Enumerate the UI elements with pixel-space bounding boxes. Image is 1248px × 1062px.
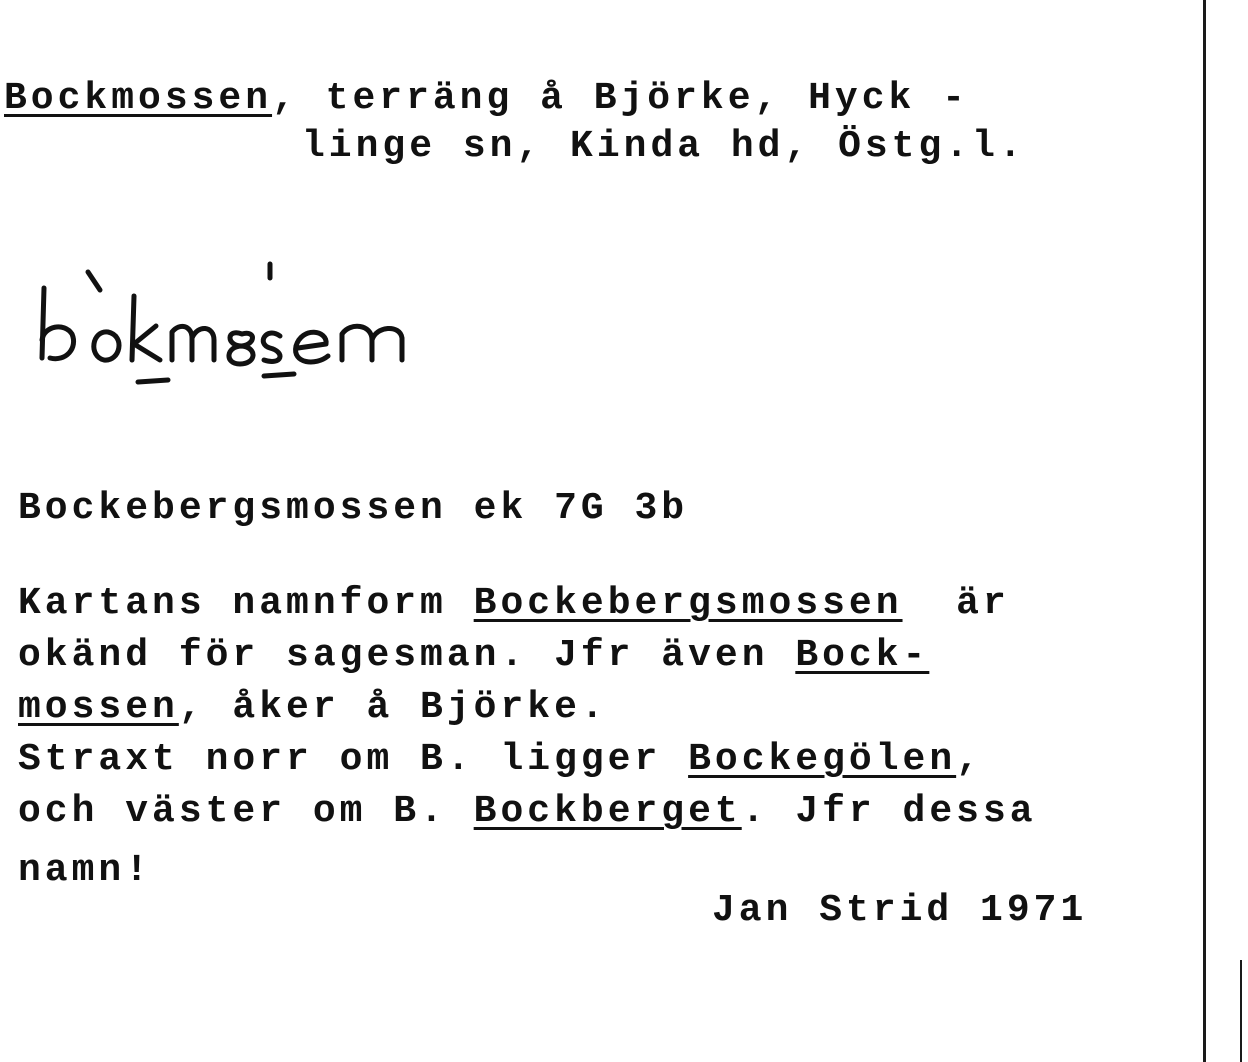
map-reference: Bockebergsmossen ek 7G 3b xyxy=(18,487,689,530)
body-text: okänd för sagesman. Jfr även xyxy=(18,634,796,677)
card-edge-line xyxy=(1203,0,1206,1062)
body-text: , xyxy=(956,738,983,781)
place-name-underlined: Bockberget xyxy=(473,790,742,833)
body-line-6: namn! xyxy=(18,849,153,892)
body-text: är xyxy=(902,582,1010,625)
place-name-underlined: Bockegölen xyxy=(688,738,957,781)
body-line-2 xyxy=(18,634,930,677)
body-line-4 xyxy=(18,738,983,781)
body-line-3 xyxy=(18,686,608,729)
body-text: , åker å Björke. xyxy=(178,686,608,729)
body-text: Straxt norr om B. ligger xyxy=(18,738,689,781)
body-text: och väster om B. xyxy=(18,790,474,833)
body-line-1 xyxy=(18,582,1010,625)
handwritten-pronunciation xyxy=(30,260,450,400)
place-name-underlined: mossen xyxy=(18,686,179,729)
heading-line-2: linge sn, Kinda hd, Östg.l. xyxy=(302,125,1026,168)
heading-line-1 xyxy=(4,77,969,120)
heading-description: , terräng å Björke, Hyck - xyxy=(272,77,969,120)
body-line-5 xyxy=(18,790,1037,833)
signature: Jan Strid 1971 xyxy=(712,889,1088,932)
headword: Bockmossen xyxy=(4,77,273,120)
card-edge-line-lower xyxy=(1240,960,1242,1062)
pronunciation-handwriting xyxy=(30,260,450,400)
body-text: . Jfr dessa xyxy=(741,790,1037,833)
body-text: Kartans namnform xyxy=(18,582,474,625)
place-name-underlined: Bock- xyxy=(795,634,930,677)
place-name-underlined: Bockebergsmossen xyxy=(473,582,903,625)
